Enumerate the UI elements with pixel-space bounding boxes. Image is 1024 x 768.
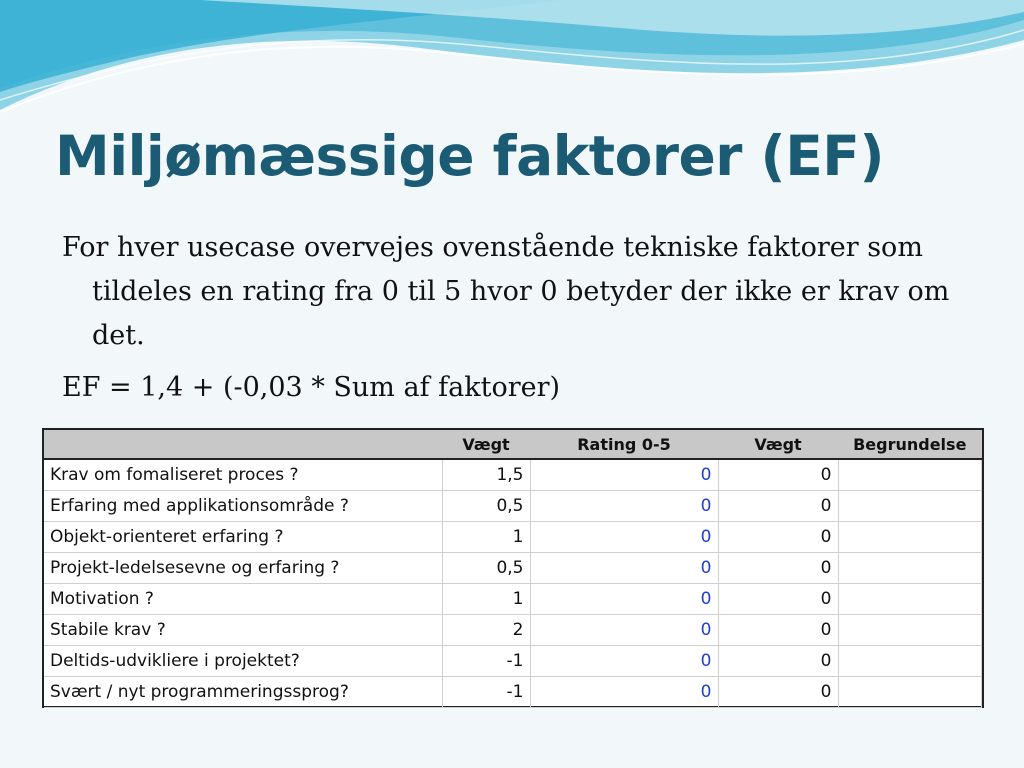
factor-reason[interactable] — [838, 459, 982, 491]
factor-weight: 0,5 — [442, 491, 530, 522]
factor-weight: 0,5 — [442, 553, 530, 584]
factor-name: Svært / nyt programmeringssprog? — [44, 677, 442, 708]
table-row — [44, 677, 982, 708]
factor-table — [42, 428, 984, 708]
table-row — [44, 646, 982, 677]
factor-reason[interactable] — [838, 491, 982, 522]
table-row — [44, 584, 982, 615]
factor-rating[interactable]: 0 — [530, 459, 718, 491]
table-row — [44, 491, 982, 522]
factor-rating[interactable]: 0 — [530, 522, 718, 553]
body-paragraph-1 — [62, 226, 972, 358]
factor-name: Deltids-udvikliere i projektet? — [44, 646, 442, 677]
factor-name: Stabile krav ? — [44, 615, 442, 646]
factor-name: Motivation ? — [44, 584, 442, 615]
body-paragraph-2 — [62, 366, 972, 410]
decorative-wave-banner — [0, 0, 1024, 125]
factor-weighted: 0 — [718, 553, 838, 584]
factor-rating[interactable]: 0 — [530, 677, 718, 708]
factor-rating[interactable]: 0 — [530, 615, 718, 646]
header-rating: Rating 0-5 — [530, 430, 718, 459]
table-row — [44, 553, 982, 584]
factor-weight: 1,5 — [442, 459, 530, 491]
formula-text: EF = 1,4 + (-0,03 * Sum af faktorer) — [62, 372, 561, 403]
factor-reason[interactable] — [838, 677, 982, 708]
factor-weight: 1 — [442, 584, 530, 615]
factor-name: Krav om fomaliseret proces ? — [44, 459, 442, 491]
factor-weight: -1 — [442, 677, 530, 708]
factor-weighted: 0 — [718, 522, 838, 553]
header-reason: Begrundelse — [838, 430, 982, 459]
slide-title: Miljømæssige faktorer (EF) — [55, 124, 884, 188]
factor-weighted: 0 — [718, 615, 838, 646]
factor-name: Objekt-orienteret erfaring ? — [44, 522, 442, 553]
factor-weighted: 0 — [718, 584, 838, 615]
factor-name: Projekt-ledelsesevne og erfaring ? — [44, 553, 442, 584]
factor-rating[interactable]: 0 — [530, 646, 718, 677]
table-row — [44, 459, 982, 491]
factor-name: Erfaring med applikationsområde ? — [44, 491, 442, 522]
header-weighted: Vægt — [718, 430, 838, 459]
body-paragraph-1-text: For hver usecase overvejes ovenstående tekniske faktorer som tildeles en rating fra 0 til 5 hvor 0 betyder der ikke er krav om det. — [62, 232, 950, 351]
header-weight: Vægt — [442, 430, 530, 459]
factor-reason[interactable] — [838, 615, 982, 646]
table-row — [44, 615, 982, 646]
factor-weighted: 0 — [718, 491, 838, 522]
factor-weight: -1 — [442, 646, 530, 677]
factor-weight: 1 — [442, 522, 530, 553]
header-name — [44, 430, 442, 459]
factor-weighted: 0 — [718, 459, 838, 491]
factor-reason[interactable] — [838, 553, 982, 584]
table-row — [44, 522, 982, 553]
table-header-row — [44, 430, 982, 459]
factor-rating[interactable]: 0 — [530, 584, 718, 615]
factor-rating[interactable]: 0 — [530, 553, 718, 584]
factor-rating[interactable]: 0 — [530, 491, 718, 522]
factor-reason[interactable] — [838, 584, 982, 615]
factor-weighted: 0 — [718, 677, 838, 708]
factor-reason[interactable] — [838, 522, 982, 553]
factor-reason[interactable] — [838, 646, 982, 677]
factor-weight: 2 — [442, 615, 530, 646]
factor-weighted: 0 — [718, 646, 838, 677]
